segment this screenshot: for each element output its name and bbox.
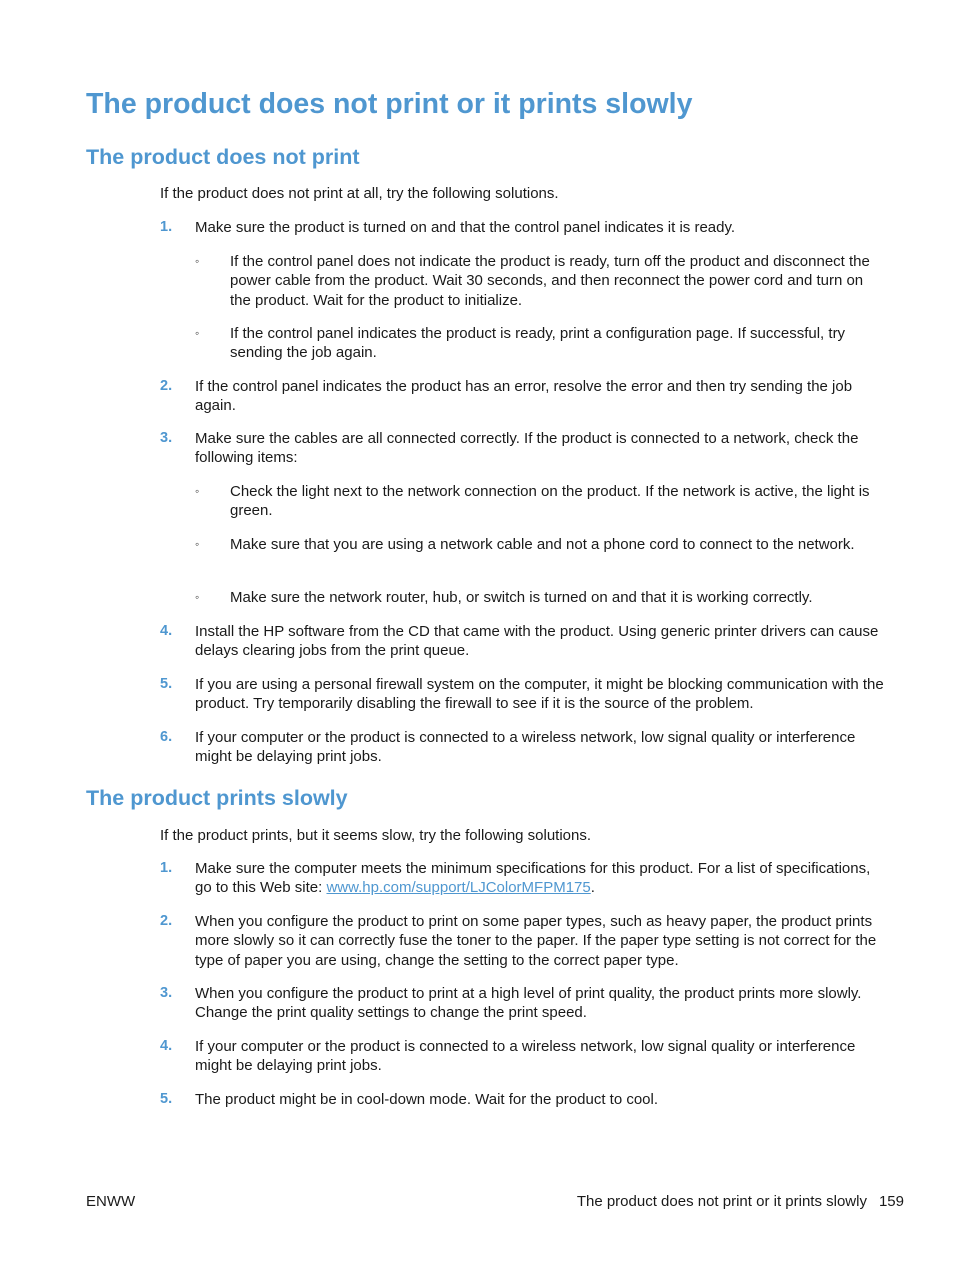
bullet-icon: ◦: [195, 326, 200, 340]
list-item: [160, 728, 885, 767]
list-number: 3.: [160, 430, 173, 446]
list-item-text: Make sure the product is turned on and that the control panel indicates it is ready.: [195, 219, 736, 236]
list-item-text: When you configure the product to print on some paper types, such as heavy paper, the product prints more slowly so it can correctly fuse the toner to the paper. If the paper type setting is not correct for the type of paper you are using, change the setting to the correct paper type.: [195, 913, 877, 969]
list-number: 5.: [160, 1091, 173, 1107]
bullet-icon: ◦: [195, 537, 200, 551]
list-number: 4.: [160, 623, 173, 639]
list-item-text: Make sure the cables are all connected correctly. If the product is connected to a network, check the following items:: [195, 430, 859, 467]
list-item-text: [195, 859, 885, 898]
list-number: 1.: [160, 219, 173, 235]
list-item: [160, 984, 885, 1023]
list-item: [160, 429, 885, 468]
section-heading-does-not-print: The product does not print: [86, 145, 360, 169]
bullet-icon: ◦: [195, 254, 200, 268]
support-web-link[interactable]: www.hp.com/support/LJColorMFPM175: [326, 879, 591, 897]
sub-list-item: [195, 535, 885, 554]
footer-title: The product does not print or it prints slowly: [576, 1193, 867, 1210]
list-number: 5.: [160, 676, 173, 692]
sub-list-item-text: Check the light next to the network connection on the product. If the network is active, the light is green.: [230, 483, 870, 520]
list-item: [160, 675, 885, 714]
sub-list-item-text: Make sure that you are using a network cable and not a phone cord to connect to the network.: [230, 536, 855, 553]
list-item-text: If you are using a personal firewall system on the computer, it might be blocking communication with the product. Try temporarily disabling the firewall to see if it is the source of the problem.: [195, 676, 884, 713]
section-heading-prints-slowly: The product prints slowly: [86, 786, 348, 810]
footer-left: ENWW: [86, 1193, 136, 1210]
section2-intro: If the product prints, but it seems slow, try the following solutions.: [160, 827, 592, 844]
list-number: 1.: [160, 860, 173, 876]
list-number: 3.: [160, 985, 173, 1001]
section1-intro: If the product does not print at all, try the following solutions.: [160, 185, 559, 202]
list-item: [160, 218, 885, 237]
list-item-text: If your computer or the product is connected to a wireless network, low signal quality or interference might be delaying print jobs.: [195, 1038, 856, 1075]
list-item: [160, 622, 885, 661]
item-text-after-link: .: [590, 879, 595, 897]
bullet-icon: ◦: [195, 484, 200, 498]
sub-list-item: [195, 588, 885, 607]
list-item-text: If your computer or the product is connected to a wireless network, low signal quality or interference might be delaying print jobs.: [195, 729, 856, 766]
list-number: 2.: [160, 378, 173, 394]
sub-list-item-text: If the control panel indicates the product is ready, print a configuration page. If successful, try sending the job again.: [230, 325, 846, 362]
list-item-text: The product might be in cool-down mode. Wait for the product to cool.: [195, 1091, 659, 1108]
item-text-before-link: Make sure the computer meets the minimum specifications for this product. For a list of specifications, go to this Web site:: [195, 860, 871, 897]
page-title: The product does not print or it prints slowly: [86, 88, 693, 120]
list-number: 6.: [160, 729, 173, 745]
list-item-text: If the control panel indicates the product has an error, resolve the error and then try sending the job again.: [195, 378, 853, 415]
sub-list-item-text: If the control panel does not indicate the product is ready, turn off the product and disconnect the power cable from the product. Wait 30 seconds, and then reconnect the power cord and turn on the product. Wait for the product to initialize.: [230, 253, 870, 309]
footer-right: [577, 1193, 904, 1210]
sub-list-item: [195, 482, 885, 521]
list-number: 2.: [160, 913, 173, 929]
list-number: 4.: [160, 1038, 173, 1054]
list-item-text: Install the HP software from the CD that came with the product. Using generic printer drivers can cause delays clearing jobs from the print queue.: [195, 623, 879, 660]
sub-list-item: [195, 252, 885, 310]
page-number: 159: [878, 1193, 904, 1210]
list-item: [160, 1037, 885, 1076]
bullet-icon: ◦: [195, 590, 200, 604]
sub-list-item: [195, 324, 885, 363]
sub-list-item-text: Make sure the network router, hub, or switch is turned on and that it is working correctly.: [230, 589, 813, 606]
list-item: [160, 859, 885, 898]
list-item: [160, 377, 885, 416]
list-item: [160, 1090, 885, 1109]
list-item-text: When you configure the product to print at a high level of print quality, the product prints more slowly. Change the print quality settings to change the print speed.: [195, 985, 862, 1022]
list-item: [160, 912, 885, 970]
